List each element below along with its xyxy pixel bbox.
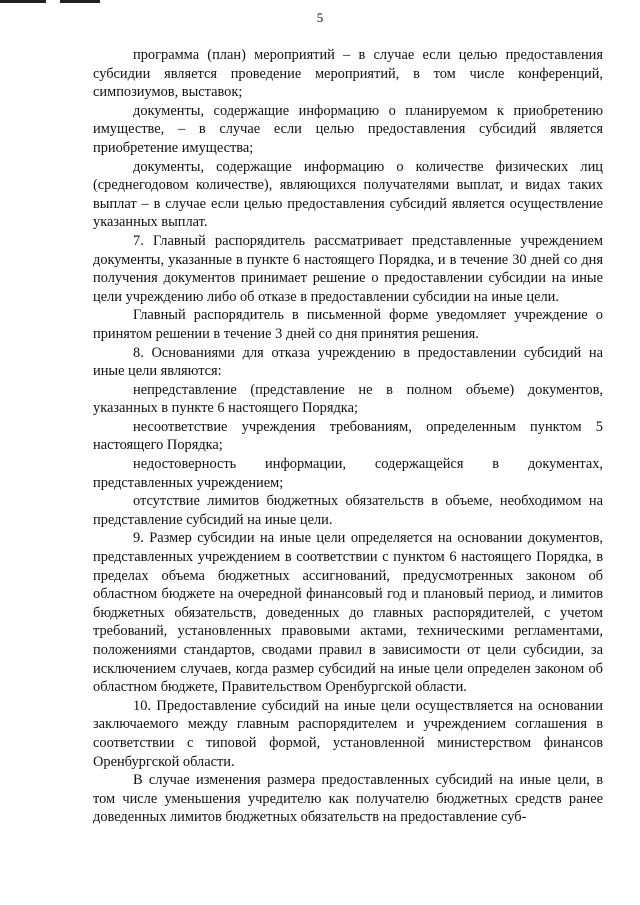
paragraph-item-7: 7. Главный распорядитель рассматривает представленные учреждением документы, указанные в пункте 6 настоящего Порядка, и в течение 30 дней со дня получения документов принимает решение о предоставлении субсидии на иные цели учреждению либо об отказе в предоставлении субсидии на иные цели. xyxy=(93,232,603,305)
page-number: 5 xyxy=(316,10,324,25)
paragraph-refusal-reason-4: отсутствие лимитов бюджетных обязательств в объеме, необходимом на представление субсидий на иные цели. xyxy=(93,493,603,528)
paragraph-item-8: 8. Основаниями для отказа учреждению в предоставлении субсидий на иные цели являются: xyxy=(93,344,603,380)
paragraph-payout-documents: документы, содержащие информацию о количестве физических лиц (среднегодовом количестве), являющихся получателями выплат, и видах таких выплат – в случае если целью предоставления субсидий является осуществление указанных выплат. xyxy=(93,158,603,231)
scan-edge-mark xyxy=(60,0,100,3)
scan-edge-mark xyxy=(0,0,46,3)
paragraph-property-documents: документы, содержащие информацию о планируемом к приобретению имуществе, – в случае если целью предоставления субсидий является приобретение имущества; xyxy=(93,102,603,156)
paragraph-refusal-reason-3: недостоверность информации, содержащейся в документах, представленных учреждением; xyxy=(93,456,603,491)
document-body xyxy=(93,46,603,827)
paragraph-refusal-reason-2: несоответствие учреждения требованиям, определенным пунктом 5 настоящего Порядка; xyxy=(93,418,603,454)
paragraph-program-plan: программа (план) мероприятий – в случае если целью предоставления субсидии является проведение мероприятий, в том числе конференций, симпозиумов, выставок; xyxy=(93,47,603,101)
paragraph-written-notice: Главный распорядитель в письменной форме уведомляет учреждение о принятом решении в течение 3 дней со дня принятия решения. xyxy=(93,307,603,342)
paragraph-refusal-reason-1: непредставление (представление не в полном объеме) документов, указанных в пункте 6 настоящего Порядка; xyxy=(93,381,603,417)
paragraph-item-9: 9. Размер субсидии на иные цели определяется на основании документов, представленных учреждением в соответствии с пунктом 6 настоящего Порядка, в пределах объема бюджетных ассигнований, предусмотренных законом об областном бюджете на очередной финансовый год и плановый период, и лимитов бюджетных обязательств, доведенных до главных распорядителей, с учетом требований, установленных правовыми актами, техническими регламентами, положениями стандартов, сводами правил в зависимости от цели субсидии, за исключением случаев, когда размер субсидий на иные цели определен законом об областном бюджете, Правительством Оренбургской области. xyxy=(93,530,603,696)
paragraph-size-change: В случае изменения размера предоставленных субсидий на иные цели, в том числе уменьшения учредителю как получателю бюджетных средств ранее доведенных лимитов бюджетных обязательств на предоставление суб- xyxy=(93,772,603,826)
paragraph-item-10: 10. Предоставление субсидий на иные цели осуществляется на основании заключаемого между главным распорядителем и учреждением соглашения в соответствии с типовой формой, установленной министерством финансов Оренбургской области. xyxy=(93,697,603,770)
